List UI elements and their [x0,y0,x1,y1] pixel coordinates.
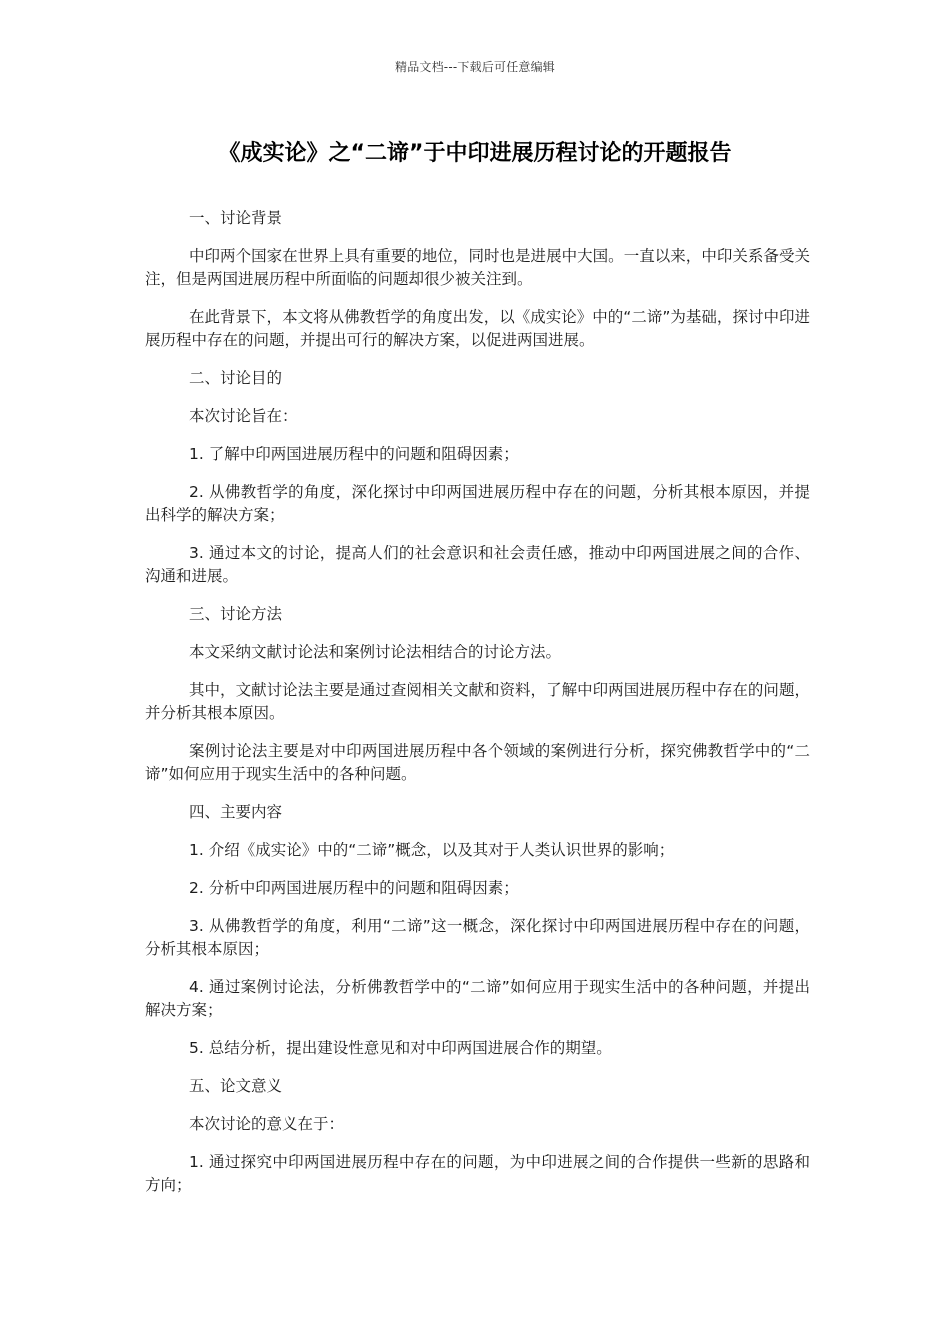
list-item: 1. 通过探究中印两国进展历程中存在的问题，为中印进展之间的合作提供一些新的思路和方向； [145,1153,810,1194]
list-item: 2. 从佛教哲学的角度，深化探讨中印两国进展历程中存在的问题，分析其根本原因，并提出科学的解决方案； [145,483,810,524]
list-item: 3. 通过本文的讨论，提高人们的社会意识和社会责任感，推动中印两国进展之间的合作、沟通和进展。 [145,544,810,585]
section-heading-method: 三、讨论方法 [189,605,283,623]
list-item: 3. 从佛教哲学的角度，利用“二谛”这一概念，深化探讨中印两国进展历程中存在的问题，分析其根本原因； [145,917,810,958]
list-item: 1. 介绍《成实论》中的“二谛”概念，以及其对于人类认识世界的影响； [189,841,675,859]
paragraph: 中印两个国家在世界上具有重要的地位，同时也是进展中大国。一直以来，中印关系备受关注，但是两国进展历程中所面临的问题却很少被关注到。 [145,247,810,288]
list-item: 4. 通过案例讨论法，分析佛教哲学中的“二谛”如何应用于现实生活中的各种问题，并提出解决方案； [145,978,810,1019]
paragraph: 本次讨论的意义在于： [189,1115,345,1133]
section-heading-background: 一、讨论背景 [189,209,283,227]
paragraph: 案例讨论法主要是对中印两国进展历程中各个领域的案例进行分析，探究佛教哲学中的“二谛”如何应用于现实生活中的各种问题。 [145,742,810,783]
list-item: 2. 分析中印两国进展历程中的问题和阻碍因素； [189,879,519,897]
paragraph: 在此背景下，本文将从佛教哲学的角度出发，以《成实论》中的“二谛”为基础，探讨中印进展历程中存在的问题，并提出可行的解决方案，以促进两国进展。 [145,308,810,349]
section-heading-significance: 五、论文意义 [189,1077,283,1095]
section-heading-content: 四、主要内容 [189,803,283,821]
paragraph: 本文采纳文献讨论法和案例讨论法相结合的讨论方法。 [189,643,562,661]
paragraph: 其中，文献讨论法主要是通过查阅相关文献和资料，了解中印两国进展历程中存在的问题，并分析其根本原因。 [145,681,810,722]
list-item: 1. 了解中印两国进展历程中的问题和阻碍因素； [189,445,519,463]
header-note: 精品文档---下载后可任意编辑 [395,60,555,74]
section-heading-purpose: 二、讨论目的 [189,369,283,387]
document-body [145,207,810,1212]
list-item: 5. 总结分析，提出建设性意见和对中印两国进展合作的期望。 [189,1039,612,1057]
document-title: 《成实论》之“二谛”于中印进展历程讨论的开题报告 [218,141,732,166]
paragraph: 本次讨论旨在： [189,407,298,425]
